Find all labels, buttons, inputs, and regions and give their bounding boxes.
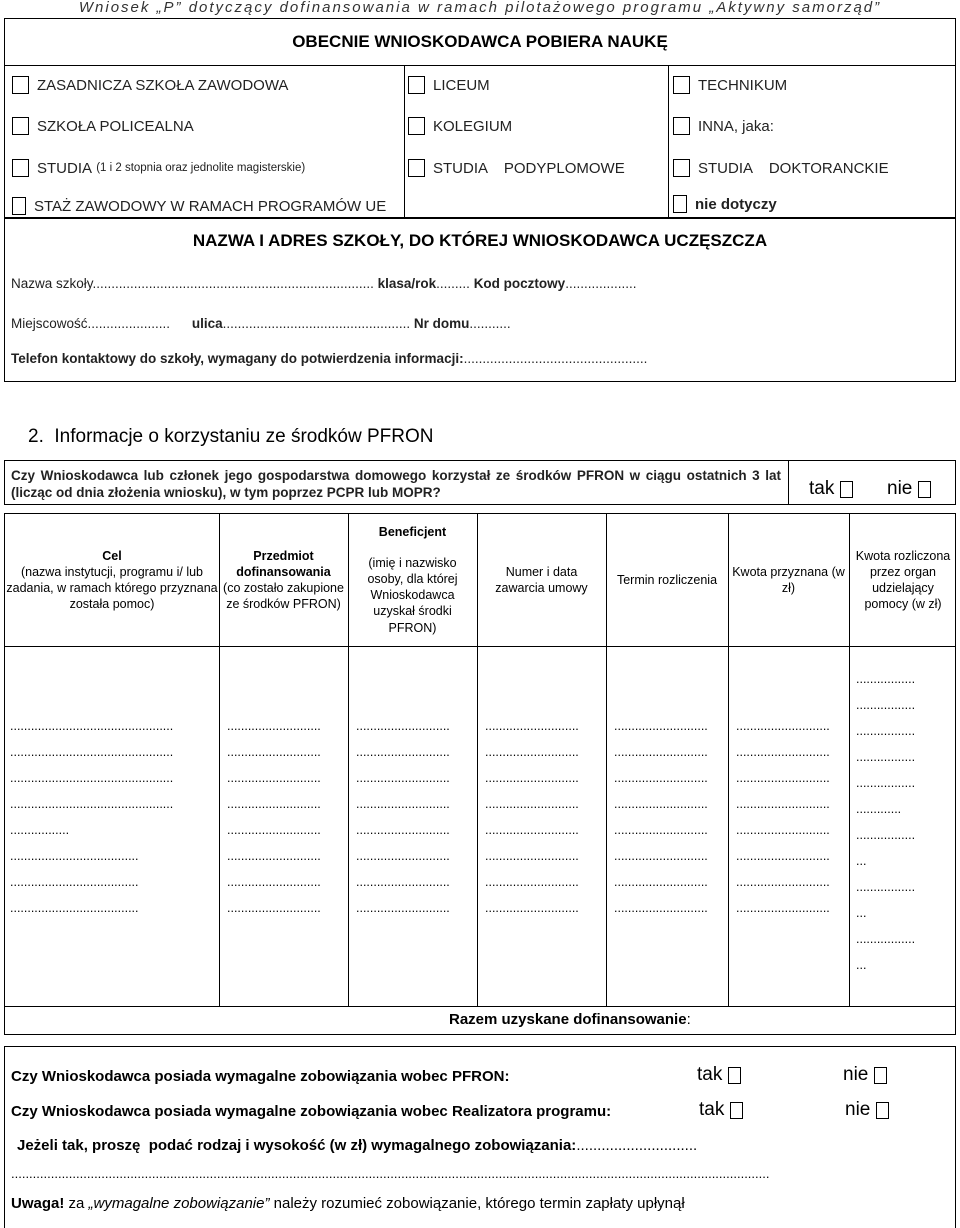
col-header-desc: (co zostało zakupione ze środków PFRON) (223, 581, 344, 612)
col-header-bold: Przedmiot dofinansowania (236, 548, 331, 579)
pfron-title: 2. Informacje o korzystaniu ze środków PFRON (28, 426, 434, 447)
street-field[interactable]: .................................................. (222, 316, 411, 331)
option-podyplomowe[interactable] (408, 159, 625, 177)
col-header-numer (480, 515, 603, 645)
city-label: Miejscowość (11, 316, 88, 331)
col-header-desc: Termin rozliczenia (616, 572, 718, 587)
pfron-yes[interactable] (809, 478, 853, 500)
option-studia[interactable] (12, 159, 305, 177)
option-technikum[interactable] (673, 76, 787, 94)
option-label: LICEUM (433, 76, 490, 94)
total-label: Razem uzyskane dofinansowanie (449, 1011, 687, 1028)
obligation-detail-field[interactable]: ............................. (576, 1137, 698, 1154)
note (11, 1195, 685, 1212)
yes-checkbox[interactable] (840, 481, 853, 498)
document-header: Wniosek „P” dotyczący dofinansowania w ramach pilotażowego programu „Aktywny samorząd” (78, 0, 882, 16)
note-part-b: należy rozumieć zobowiązanie, którego termin zapłaty upłynął (269, 1195, 685, 1212)
option-label: nie dotyczy (695, 195, 777, 213)
col-header-desc: (imię i nazwisko osoby, dla której Wnioskodawca uzyskał środki PFRON) (367, 555, 458, 635)
no-checkbox[interactable] (874, 1067, 887, 1084)
checkbox[interactable] (408, 159, 425, 177)
yes-checkbox[interactable] (730, 1102, 743, 1119)
postal-label: Kod pocztowy (473, 276, 566, 291)
education-title: OBECNIE WNIOSKODAWCA POBIERA NAUKĘ (292, 32, 668, 51)
obligation-pfron-question: Czy Wnioskodawca posiada wymagalne zobowiązania wobec PFRON: (11, 1068, 510, 1085)
obligation-pfron-no[interactable] (843, 1064, 887, 1086)
obligation-detail-label: Jeżeli tak, proszę podać rodzaj i wysokość (w zł) wymagalnego zobowiązania: (17, 1137, 577, 1154)
option-inna[interactable] (673, 117, 774, 135)
cell-beneficjent[interactable]: ........................... ........................... ........................... ........................... ........................... ........................... ........................... ........................... (356, 719, 450, 915)
checkbox[interactable] (408, 76, 425, 94)
address-row (11, 316, 511, 331)
option-label: STUDIA (37, 159, 93, 177)
total-colon: : (686, 1011, 691, 1028)
col-header-kwota-przyznana (731, 515, 846, 645)
no-checkbox[interactable] (918, 481, 931, 498)
option-policealna[interactable] (12, 117, 194, 135)
checkbox[interactable] (673, 76, 690, 94)
cell-cel[interactable]: ............................................... ............................................... ............................................... ............................................... ................. ..................................... ..................................... ..................................... (10, 719, 174, 915)
checkbox[interactable] (12, 76, 29, 94)
option-zasadnicza[interactable] (12, 76, 288, 94)
note-bold: Uwaga! (11, 1195, 65, 1212)
no-label: nie (845, 1099, 871, 1120)
col-header-desc: (nazwa instytucji, programu i/ lub zadania, w ramach którego przyznana została pomoc) (6, 564, 218, 612)
option-label: SZKOŁA POLICEALNA (37, 117, 194, 135)
obligation-realizator-question: Czy Wnioskodawca posiada wymagalne zobowiązania wobec Realizatora programu: (11, 1103, 612, 1120)
option-label: STUDIA DOKTORANCKIE (698, 159, 889, 177)
option-label: TECHNIKUM (698, 76, 788, 94)
obligation-detail-row (17, 1137, 697, 1154)
cell-kwota-przyznana[interactable]: ........................... ........................... ........................... ........................... ........................... ........................... ........................... ........................... (736, 719, 830, 915)
obligation-realizator-no[interactable] (845, 1099, 889, 1121)
checkbox[interactable] (673, 195, 687, 213)
cell-numer[interactable]: ........................... ........................... ........................... ........................... ........................... ........................... ........................... ........................... (485, 719, 579, 915)
school-name-label: Nazwa szkoły (11, 276, 93, 291)
postal-field[interactable]: ................... (565, 276, 637, 291)
col-header-desc: Kwota przyznana (w zł) (732, 564, 845, 595)
pfron-question: Czy Wnioskodawca lub członek jego gospodarstwa domowego korzystał ze środków PFRON w ciągu ostatnich 3 lat (licząc od dnia złożenia wniosku), w tym poprzez PCPR lub MOPR? (11, 468, 781, 500)
note-italic: „wymagalne zobowiązanie” (88, 1195, 270, 1212)
city-field[interactable]: ...................... (87, 316, 171, 331)
yes-checkbox[interactable] (728, 1067, 741, 1084)
col-header-bold: Cel (102, 548, 122, 563)
col-header-beneficjent (351, 515, 474, 645)
school-title: NAZWA I ADRES SZKOŁY, DO KTÓREJ WNIOSKODAWCA UCZĘSZCZA (192, 231, 768, 250)
note-part-a: za (64, 1195, 89, 1212)
phone-row (11, 351, 647, 366)
no-label: nie (843, 1064, 869, 1085)
no-checkbox[interactable] (876, 1102, 889, 1119)
option-label: STAŻ ZAWODOWY W RAMACH PROGRAMÓW UE (34, 197, 387, 215)
cell-termin[interactable]: ........................... ........................... ........................... ........................... ........................... ........................... ........................... ........................... (614, 719, 708, 915)
phone-field[interactable]: ................................................. (463, 351, 648, 366)
cell-kwota-rozliczona[interactable]: ................. ................. ................. ................. ................. ............. ................. ... ................. ... ................. ... (856, 672, 916, 972)
col-header-przedmiot (222, 515, 345, 645)
total-row (449, 1011, 691, 1028)
yes-label: tak (809, 478, 835, 499)
col-header-bold: Beneficjent (378, 525, 447, 540)
option-doktoranckie[interactable] (673, 159, 889, 177)
checkbox[interactable] (12, 159, 29, 177)
pfron-no[interactable] (887, 478, 931, 500)
option-label: KOLEGIUM (433, 117, 513, 135)
checkbox[interactable] (673, 117, 690, 135)
class-field[interactable]: ......... (436, 276, 470, 291)
option-label: ZASADNICZA SZKOŁA ZAWODOWA (37, 76, 289, 94)
no-label: nie (887, 478, 913, 499)
checkbox[interactable] (12, 117, 29, 135)
col-header-desc: Numer i data zawarcia umowy (495, 564, 588, 595)
obligation-pfron-yes[interactable] (697, 1064, 741, 1086)
school-name-field[interactable]: ........................................................................... (92, 276, 374, 291)
house-field[interactable]: ........... (469, 316, 511, 331)
obligation-detail-line[interactable]: .................................................................................................................................................................................................................. (11, 1166, 770, 1181)
checkbox[interactable] (12, 197, 26, 215)
col-header-cel (6, 515, 218, 645)
class-label: klasa/rok (377, 276, 437, 291)
option-sublabel: (1 i 2 stopnia oraz jednolite magisterskie) (96, 162, 306, 174)
yes-label: tak (699, 1099, 725, 1120)
option-staz[interactable] (12, 197, 386, 215)
option-liceum[interactable] (408, 76, 490, 94)
street-label: ulica (191, 316, 223, 331)
house-label: Nr domu (413, 316, 470, 331)
col-header-desc: Kwota rozliczona przez organ udzielający pomocy (w zł) (855, 548, 951, 612)
obligation-realizator-yes[interactable] (699, 1099, 743, 1121)
phone-label: Telefon kontaktowy do szkoły, wymagany do potwierdzenia informacji: (11, 351, 464, 366)
checkbox[interactable] (673, 159, 690, 177)
option-label: INNA, jaka: (698, 117, 774, 135)
option-kolegium[interactable] (408, 117, 512, 135)
col-header-kwota-rozliczona (852, 515, 954, 645)
cell-przedmiot[interactable]: ........................... ........................... ........................... ........................... ........................... ........................... ........................... ........................... (227, 719, 321, 915)
col-header-termin (609, 515, 725, 645)
yes-label: tak (697, 1064, 723, 1085)
school-name-row (11, 276, 636, 291)
checkbox[interactable] (408, 117, 425, 135)
option-nie-dotyczy[interactable] (673, 195, 777, 213)
option-label: STUDIA PODYPLOMOWE (433, 159, 625, 177)
